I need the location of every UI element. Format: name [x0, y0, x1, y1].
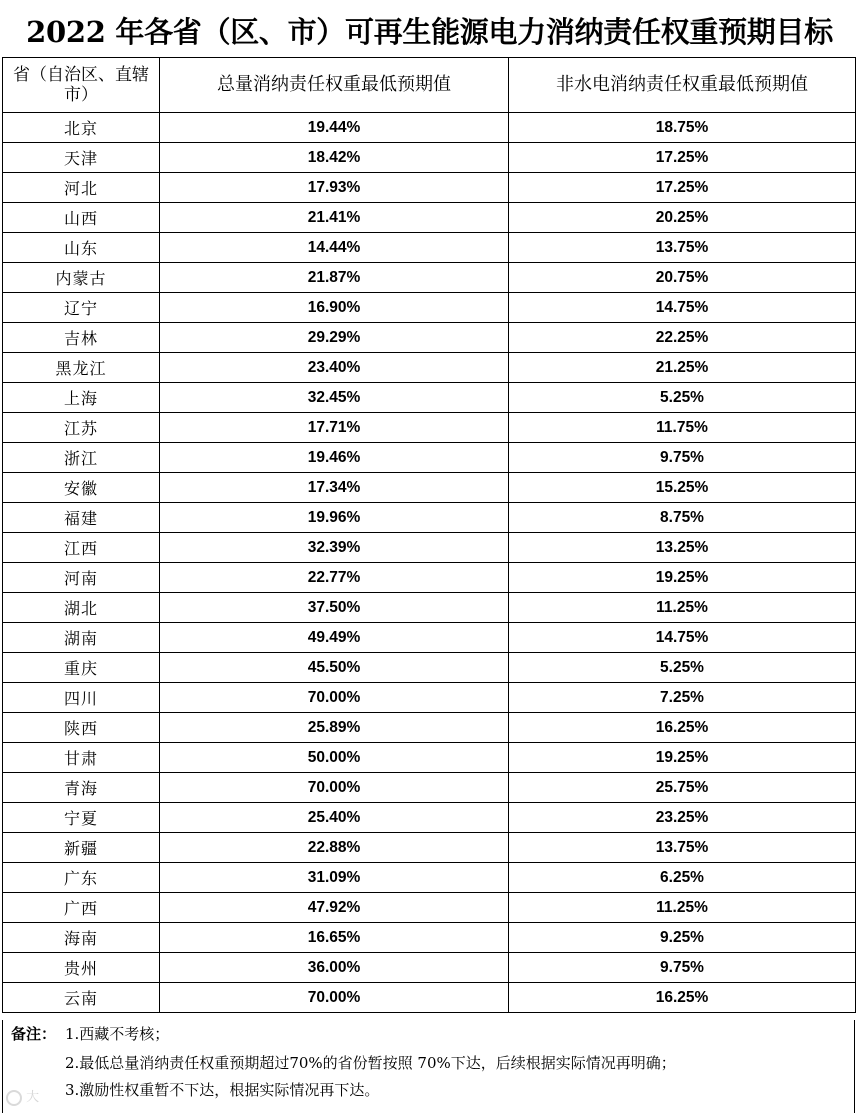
table-row	[3, 353, 856, 383]
total-weight-cell: 22.77%	[160, 563, 509, 593]
province-cell: 海南	[3, 923, 160, 953]
province-cell: 黑龙江	[3, 353, 160, 383]
total-weight-cell: 32.39%	[160, 533, 509, 563]
non-hydro-weight-cell: 13.25%	[509, 533, 856, 563]
total-weight-cell: 16.90%	[160, 293, 509, 323]
total-weight-cell: 22.88%	[160, 833, 509, 863]
province-cell: 内蒙古	[3, 263, 160, 293]
table-row	[3, 623, 856, 653]
total-weight-cell: 21.41%	[160, 203, 509, 233]
table-row	[3, 143, 856, 173]
non-hydro-weight-cell: 14.75%	[509, 623, 856, 653]
table-row	[3, 653, 856, 683]
province-cell: 安徽	[3, 473, 160, 503]
province-cell: 云南	[3, 983, 160, 1013]
total-weight-cell: 14.44%	[160, 233, 509, 263]
province-cell: 河南	[3, 563, 160, 593]
total-weight-cell: 17.93%	[160, 173, 509, 203]
province-cell: 湖南	[3, 623, 160, 653]
province-cell: 北京	[3, 113, 160, 143]
non-hydro-weight-cell: 19.25%	[509, 563, 856, 593]
total-weight-cell: 45.50%	[160, 653, 509, 683]
total-weight-cell: 19.46%	[160, 443, 509, 473]
table-row	[3, 713, 856, 743]
province-cell: 重庆	[3, 653, 160, 683]
total-weight-cell: 17.34%	[160, 473, 509, 503]
non-hydro-weight-cell: 20.25%	[509, 203, 856, 233]
province-cell: 甘肃	[3, 743, 160, 773]
table-row	[3, 173, 856, 203]
total-weight-cell: 17.71%	[160, 413, 509, 443]
table-header-row	[3, 58, 856, 113]
province-cell: 江苏	[3, 413, 160, 443]
province-cell: 宁夏	[3, 803, 160, 833]
province-cell: 江西	[3, 533, 160, 563]
table-row	[3, 203, 856, 233]
table-row	[3, 563, 856, 593]
table-row	[3, 383, 856, 413]
table-row	[3, 743, 856, 773]
table-row	[3, 113, 856, 143]
total-weight-cell: 18.42%	[160, 143, 509, 173]
watermark-logo	[6, 1086, 106, 1108]
province-cell: 上海	[3, 383, 160, 413]
non-hydro-weight-cell: 7.25%	[509, 683, 856, 713]
total-weight-cell: 29.29%	[160, 323, 509, 353]
non-hydro-weight-cell: 9.25%	[509, 923, 856, 953]
table-row	[3, 833, 856, 863]
non-hydro-weight-cell: 14.75%	[509, 293, 856, 323]
page-title: 2022 年各省（区、市）可再生能源电力消纳责任权重预期目标	[26, 15, 833, 49]
table-row	[3, 593, 856, 623]
non-hydro-weight-cell: 17.25%	[509, 173, 856, 203]
note-item: 2.最低总量消纳责任权重预期超过70%的省份暂按照 70%下达，后续根据实际情况再明确；	[65, 1054, 676, 1072]
notes-label: 备注：	[11, 1025, 57, 1043]
total-weight-cell: 32.45%	[160, 383, 509, 413]
province-cell: 河北	[3, 173, 160, 203]
table-row	[3, 263, 856, 293]
table-row	[3, 413, 856, 443]
total-weight-cell: 47.92%	[160, 893, 509, 923]
province-cell: 贵州	[3, 953, 160, 983]
total-weight-cell: 25.89%	[160, 713, 509, 743]
non-hydro-weight-cell: 9.75%	[509, 443, 856, 473]
non-hydro-weight-cell: 23.25%	[509, 803, 856, 833]
province-cell: 广西	[3, 893, 160, 923]
header-province: 省（自治区、直辖市）	[3, 58, 160, 113]
watermark-text: 大	[26, 1090, 40, 1105]
table-row	[3, 893, 856, 923]
total-weight-cell: 19.96%	[160, 503, 509, 533]
total-weight-cell: 36.00%	[160, 953, 509, 983]
province-cell: 广东	[3, 863, 160, 893]
non-hydro-weight-cell: 20.75%	[509, 263, 856, 293]
table-row	[3, 773, 856, 803]
province-cell: 青海	[3, 773, 160, 803]
province-cell: 山西	[3, 203, 160, 233]
total-weight-cell: 70.00%	[160, 983, 509, 1013]
table-row	[3, 953, 856, 983]
province-cell: 天津	[3, 143, 160, 173]
total-weight-cell: 31.09%	[160, 863, 509, 893]
total-weight-cell: 19.44%	[160, 113, 509, 143]
note-item: 1.西藏不考核；	[65, 1025, 170, 1043]
non-hydro-weight-cell: 5.25%	[509, 653, 856, 683]
total-weight-cell: 25.40%	[160, 803, 509, 833]
total-weight-cell: 50.00%	[160, 743, 509, 773]
table-row	[3, 473, 856, 503]
table-row	[3, 803, 856, 833]
non-hydro-weight-cell: 25.75%	[509, 773, 856, 803]
province-cell: 陕西	[3, 713, 160, 743]
table-row	[3, 533, 856, 563]
table-row	[3, 233, 856, 263]
non-hydro-weight-cell: 17.25%	[509, 143, 856, 173]
table-row	[3, 683, 856, 713]
province-cell: 四川	[3, 683, 160, 713]
province-cell: 辽宁	[3, 293, 160, 323]
total-weight-cell: 49.49%	[160, 623, 509, 653]
total-weight-cell: 16.65%	[160, 923, 509, 953]
province-cell: 湖北	[3, 593, 160, 623]
notes-section	[2, 1020, 855, 1113]
non-hydro-weight-cell: 9.75%	[509, 953, 856, 983]
non-hydro-weight-cell: 11.25%	[509, 893, 856, 923]
province-cell: 山东	[3, 233, 160, 263]
non-hydro-weight-cell: 6.25%	[509, 863, 856, 893]
note-item: 3.激励性权重暂不下达，根据实际情况再下达。	[65, 1081, 380, 1099]
non-hydro-weight-cell: 19.25%	[509, 743, 856, 773]
total-weight-cell: 70.00%	[160, 683, 509, 713]
header-non-hydro-weight: 非水电消纳责任权重最低预期值	[509, 58, 856, 113]
table-row	[3, 923, 856, 953]
total-weight-cell: 21.87%	[160, 263, 509, 293]
non-hydro-weight-cell: 16.25%	[509, 983, 856, 1013]
non-hydro-weight-cell: 5.25%	[509, 383, 856, 413]
table-row	[3, 293, 856, 323]
table-row	[3, 863, 856, 893]
total-weight-cell: 70.00%	[160, 773, 509, 803]
non-hydro-weight-cell: 21.25%	[509, 353, 856, 383]
non-hydro-weight-cell: 22.25%	[509, 323, 856, 353]
non-hydro-weight-cell: 11.75%	[509, 413, 856, 443]
watermark-ring-icon	[6, 1090, 22, 1106]
non-hydro-weight-cell: 13.75%	[509, 233, 856, 263]
table-row	[3, 983, 856, 1013]
non-hydro-weight-cell: 8.75%	[509, 503, 856, 533]
non-hydro-weight-cell: 16.25%	[509, 713, 856, 743]
total-weight-cell: 23.40%	[160, 353, 509, 383]
non-hydro-weight-cell: 11.25%	[509, 593, 856, 623]
table-row	[3, 443, 856, 473]
table-row	[3, 503, 856, 533]
non-hydro-weight-cell: 18.75%	[509, 113, 856, 143]
table-row	[3, 323, 856, 353]
province-cell: 新疆	[3, 833, 160, 863]
total-weight-cell: 37.50%	[160, 593, 509, 623]
target-table	[2, 57, 856, 1013]
header-total-weight: 总量消纳责任权重最低预期值	[160, 58, 509, 113]
non-hydro-weight-cell: 13.75%	[509, 833, 856, 863]
province-cell: 浙江	[3, 443, 160, 473]
non-hydro-weight-cell: 15.25%	[509, 473, 856, 503]
province-cell: 福建	[3, 503, 160, 533]
province-cell: 吉林	[3, 323, 160, 353]
